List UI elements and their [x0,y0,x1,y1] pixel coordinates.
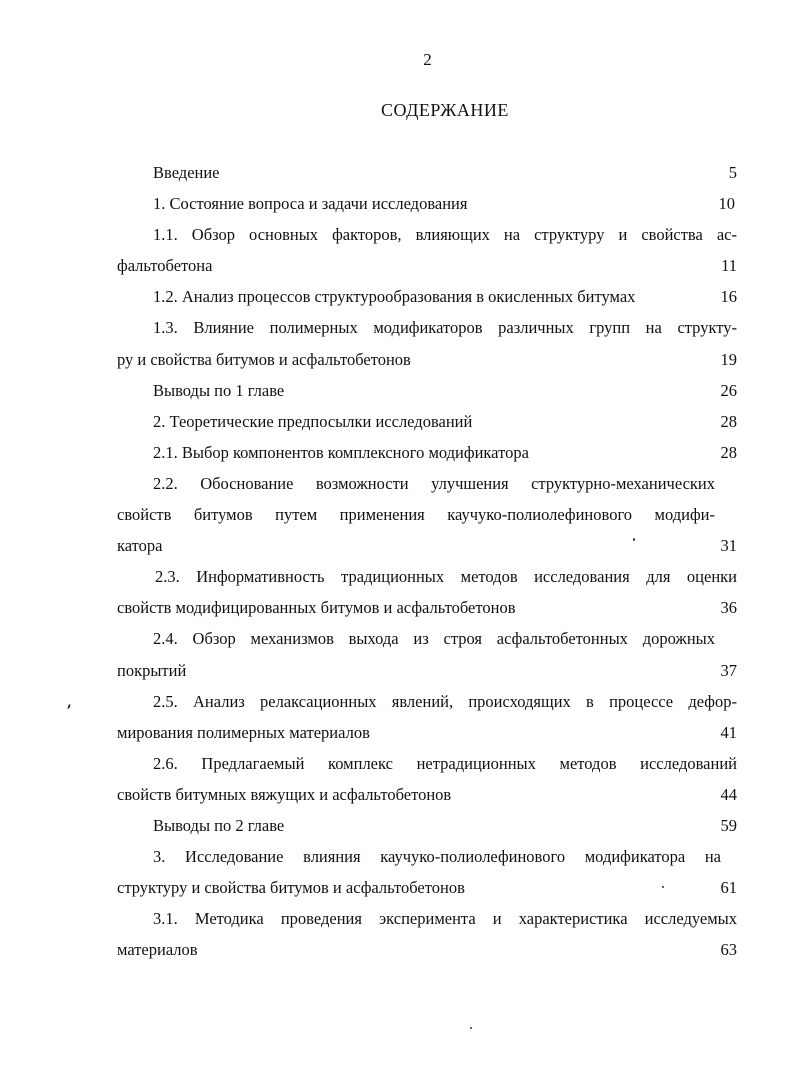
toc-entry-1-2 [117,281,737,312]
table-of-contents [117,157,737,965]
toc-entry-page: 19 [720,349,737,369]
toc-entry-chapter-2 [117,406,737,437]
toc-entry-intro [117,157,737,188]
toc-entry-page: 36 [720,598,737,618]
toc-entry-text: 2. Теоретические предпосылки исследований [153,411,473,431]
toc-entry-2-4-line1: 2.4. Обзор механизмов выхода из строя асфальтобетонных дорожных [153,629,715,649]
toc-entry-2-2-line1: 2.2. Обоснование возможности улучшения структурно-механических [153,473,715,493]
toc-entry-chapter-1 [117,188,737,219]
toc-entry-2-5-line1: 2.5. Анализ релаксационных явлений, происходящих в процессе дефор- [153,691,737,711]
toc-entry-text: ру и свойства битумов и асфальтобетонов [117,349,411,369]
toc-entry-conclusions-1 [117,375,737,406]
toc-entry-conclusions-2 [117,810,737,841]
toc-entry-page: 5 [728,163,737,182]
toc-entry-text: фальтобетона [117,256,213,276]
toc-entry-text: 1.2. Анализ процессов структурообразования в окисленных битумах [153,287,636,307]
toc-entry-text: Выводы по 1 главе [153,380,285,400]
toc-entry-3-1 [117,934,737,965]
toc-entry-text: Выводы по 2 главе [153,815,285,835]
toc-entry-2-2 [117,530,737,561]
toc-entry-2-5 [117,717,737,748]
toc-entry-2-1 [117,437,737,468]
toc-entry-2-4 [117,655,737,686]
toc-entry-page: 11 [721,256,737,276]
toc-entry-page: 61 [720,878,737,898]
toc-entry-text: катора [117,536,163,556]
toc-entry-2-2-line2: свойств битумов путем применения каучуко-полиолефинового модифи- [117,505,715,525]
scan-speck [633,538,635,541]
toc-entry-2-3-line1: 2.3. Информативность традиционных методов исследования для оценки [155,567,737,587]
toc-entry-page: 26 [720,380,737,400]
toc-entry-1-3 [117,344,737,375]
toc-entry-page: 59 [720,815,737,835]
toc-entry-2-3 [117,592,737,623]
toc-entry-2-6-line1: 2.6. Предлагаемый комплекс нетрадиционных методов исследований [153,753,737,773]
toc-entry-page: 44 [720,784,737,804]
toc-entry-1-1-line1: 1.1. Обзор основных факторов, влияющих на структуру и свойства ас- [153,225,737,245]
scan-speck [662,886,664,888]
toc-entry-page: 63 [720,940,737,960]
toc-entry-page: 41 [720,722,737,742]
toc-entry-text: покрытий [117,660,187,680]
toc-entry-text: материалов [117,940,198,960]
toc-entry-text: свойств модифицированных битумов и асфальтобетонов [117,598,516,618]
page-number: 2 [423,50,432,69]
scan-speck [67,704,71,709]
toc-entry-page: 28 [720,442,737,462]
toc-entry-page: 37 [720,660,737,680]
document-title: СОДЕРЖАНИЕ [381,100,509,120]
toc-entry-2-6 [117,779,737,810]
toc-entry-text: 2.1. Выбор компонентов комплексного модификатора [153,442,529,462]
toc-entry-1-1 [117,250,737,281]
scan-speck [470,1027,472,1029]
toc-entry-text: Введение [153,163,220,182]
toc-entry-text: структуру и свойства битумов и асфальтобетонов [117,878,465,898]
toc-entry-text: 1. Состояние вопроса и задачи исследования [153,194,468,214]
toc-entry-page: 10 [718,194,735,214]
toc-entry-page: 28 [720,411,737,431]
toc-entry-page: 16 [720,287,737,307]
toc-entry-chapter-3-line1: 3. Исследование влияния каучуко-полиолефинового модификатора на [153,847,721,867]
toc-entry-text: мирования полимерных материалов [117,722,370,742]
toc-entry-page: 31 [720,536,737,556]
toc-entry-chapter-3 [117,872,737,903]
toc-entry-text: свойств битумных вяжущих и асфальтобетонов [117,784,452,804]
toc-entry-1-3-line1: 1.3. Влияние полимерных модификаторов различных групп на структу- [153,318,737,338]
toc-entry-3-1-line1: 3.1. Методика проведения эксперимента и характеристика исследуемых [153,909,737,929]
